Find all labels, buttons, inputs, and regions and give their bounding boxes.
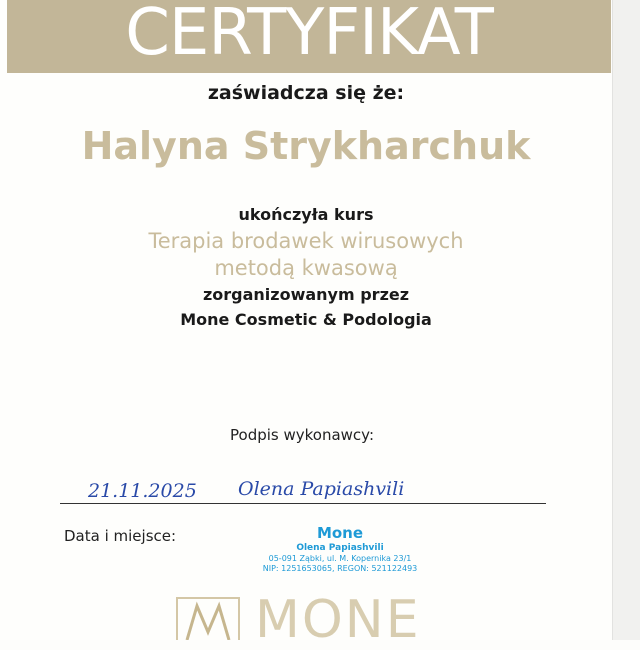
organizer-name: Mone Cosmetic & Podologia xyxy=(180,310,432,329)
completed-text: ukończyła kurs xyxy=(238,205,374,224)
scan-edge xyxy=(612,0,640,640)
logo-text: MONE xyxy=(255,590,421,650)
course-name-line2: metodą kwasową xyxy=(214,256,398,280)
signature-label: Podpis wykonawcy: xyxy=(230,426,375,444)
certificate-title: CERTYFIKAT xyxy=(125,0,493,70)
handwritten-date: 21.11.2025 xyxy=(88,480,197,502)
recipient-name: Halyna Strykharchuk xyxy=(81,124,531,168)
stamp-name: Mone xyxy=(316,524,364,542)
stamp-person: Olena Papiashvili xyxy=(296,543,384,553)
stamp-ids: NIP: 1251653065, REGON: 521122493 xyxy=(262,564,418,573)
signature-line xyxy=(60,503,546,504)
date-place-label: Data i miejsce: xyxy=(64,527,177,545)
organized-by-text: zorganizowanym przez xyxy=(202,285,410,304)
handwritten-signature: Olena Papiashvili xyxy=(238,478,405,500)
title-banner xyxy=(7,0,611,73)
certifies-text: zaświadcza się że: xyxy=(207,82,405,104)
stamp-address: 05-091 Ząbki, ul. M. Kopernika 23/1 xyxy=(268,554,412,563)
course-name-line1: Terapia brodawek wirusowych xyxy=(148,229,464,253)
mone-logo xyxy=(175,590,435,650)
